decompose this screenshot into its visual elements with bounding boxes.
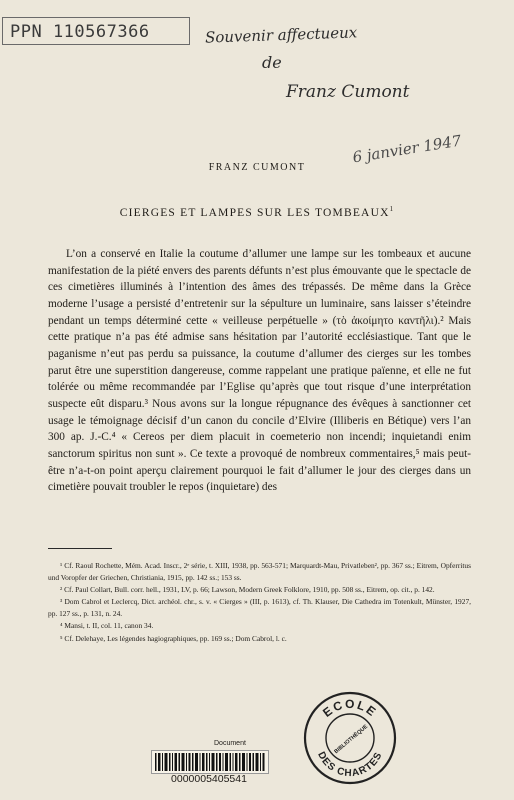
footnote-4: ⁴ Mansi, t. II, col. 11, canon 34. [60, 621, 154, 631]
footnote-3: ³ Dom Cabrol et Leclercq, Dict. archéol. chr., s. v. « Cierges » (III, p. 1613), cf. Th. Klauser, Die Cathedra im Totenkult, Münster, 1927, pp. 127 ss., p. 131, n. 24. [48, 597, 471, 619]
body-paragraph: L’on a conservé en Italie la coutume d’allumer une lampe sur les tombeaux et aucune manifestation de la piété envers des parents défunts n’est plus émouvante que le spectacle de ces cimetières illuminés à l’intention des âmes des trépassés. De même dans la Grèce moderne l’usage a persisté d’entretenir sur la sépulture un luminaire, sans laisser s’éteindre pendant un temps déterminé cette « veilleuse perpétuelle » (τὸ ἀκοίμητο καντῆλι).² Mais cette pratique n’a pas été admise sans hésitation par l’autorité ecclésiastique. Tant que le paganisme n’eut pas perdu sa puissance, la coutume d’allumer des cierges sur les tombes parut être une superstition dangereuse, comme rappelant une pratique païenne, et elle ne fut tolérée ou même recommandée par l’Eglise qu’après que tout risque d’une interprétation suspecte eût disparu.³ Nous avons sur la longue répugnance des évêques à sanctionner cet usage le témoignage décisif d’un canon du concile d’Elvire (Illiberis en Bétique) vers l’an 300 ap. J.-C.⁴ « Cereos per diem placuit in coemeterio non incendi; inquietandi enim sanctorum spiritus non sunt ». Ce texte a provoqué de nombreux commentaires,⁵ mais peut-être n’a-t-on point aperçu clairement pourquoi le fait d’allumer le jour des cierges dans un cimetière pouvait troubler le repos (inquietare) des [48, 248, 471, 494]
footnote-2: ² Cf. Paul Collart, Bull. corr. hell., 1931, LV, p. 66; Lawson, Modern Greek Folklore, 1910, pp. 508 ss., Eitrem, op. cit., p. 142. [60, 585, 435, 595]
barcode-label: Document [214, 740, 246, 747]
stamp-middle-text: BIBLIOTHÈQUE [333, 723, 370, 756]
handwritten-de: de [262, 53, 282, 72]
barcode-icon [151, 750, 269, 774]
footnote-1: ¹ Cf. Raoul Rochette, Mém. Acad. Inscr., 2ᵉ série, t. XIII, 1938, pp. 563-571; Marquardt-Mau, Privatleben², pp. 367 ss.; Eitrem, Opferritus und Voropfer der Griechen, Christiania, 1915, pp. 142 ss.; 153 ss. [48, 561, 471, 583]
library-stamp-icon [302, 690, 398, 786]
title-note-marker: 1 [389, 205, 395, 213]
footnote-rule [48, 548, 112, 549]
barcode-number: 0000005405541 [171, 773, 247, 785]
article-title [0, 205, 514, 219]
stamp-bottom-text: DES CHARTES [315, 750, 385, 780]
handwritten-signature: Franz Cumont [286, 82, 410, 102]
stamp-top-text: ECOLE [320, 696, 380, 720]
ppn-number: PPN 110567366 [10, 22, 150, 42]
body-text [48, 246, 471, 496]
article-title-text: CIERGES ET LAMPES SUR LES TOMBEAUX [119, 206, 390, 219]
handwritten-date: 6 janvier 1947 [351, 131, 463, 167]
footnote-5: ⁵ Cf. Delehaye, Les légendes hagiographiques, pp. 169 ss.; Dom Cabrol, l. c. [60, 633, 287, 643]
handwritten-dedication: Souvenir affectueux [204, 23, 358, 47]
footnotes [48, 560, 471, 645]
svg-text:ECOLE [320, 697, 380, 720]
author-name: FRANZ CUMONT [208, 162, 306, 173]
